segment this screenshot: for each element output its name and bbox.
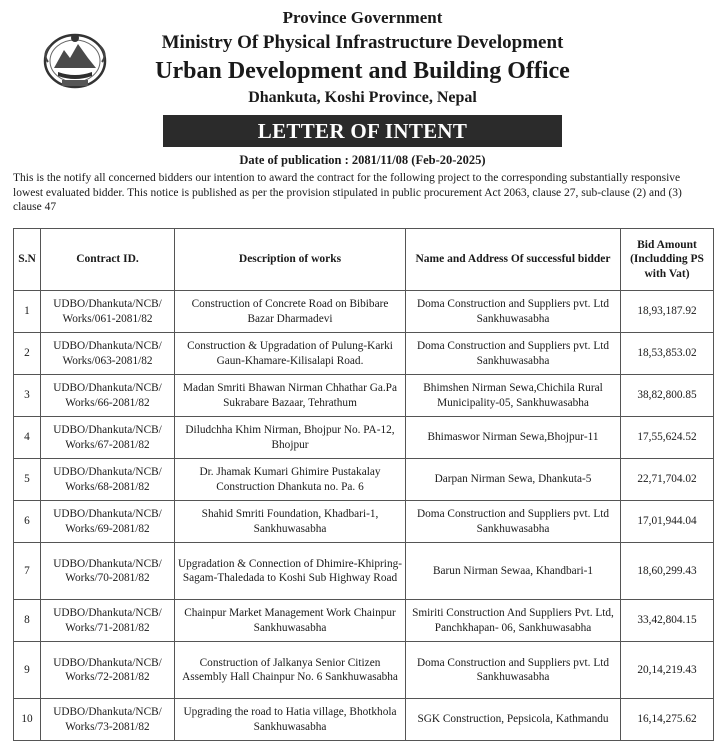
cell-bidder: Doma Construction and Suppliers pvt. Ltd Sankhuwasabha (406, 333, 621, 375)
table-row (14, 600, 714, 642)
ministry-heading: Ministry Of Physical Infrastructure Development (161, 32, 564, 53)
cell-bid-amount: 33,42,804.15 (621, 600, 714, 642)
cell-bidder: Bhimshen Nirman Sewa,Chichila Rural Municipality-05, Sankhuwasabha (406, 375, 621, 417)
cell-contract-id: UDBO/Dhankuta/NCB/ Works/061-2081/82 (41, 291, 175, 333)
cell-sn: 5 (14, 459, 41, 501)
header-bidder: Name and Address Of successful bidder (406, 229, 621, 291)
document-header (0, 0, 725, 150)
cell-description: Construction & Upgradation of Pulung-Karki Gaun-Khamare-Kilisalapi Road. (175, 333, 406, 375)
header-contract-id: Contract ID. (41, 229, 175, 291)
cell-sn: 2 (14, 333, 41, 375)
cell-contract-id: UDBO/Dhankuta/NCB/ Works/66-2081/82 (41, 375, 175, 417)
cell-bid-amount: 18,53,853.02 (621, 333, 714, 375)
letter-of-intent-banner: LETTER OF INTENT (163, 115, 562, 147)
cell-contract-id: UDBO/Dhankuta/NCB/ Works/69-2081/82 (41, 501, 175, 543)
cell-bidder: Smiriti Construction And Suppliers Pvt. Ltd, Panchkhapan- 06, Sankhuwasabha (406, 600, 621, 642)
cell-contract-id: UDBO/Dhankuta/NCB/ Works/70-2081/82 (41, 543, 175, 600)
cell-description: Construction of Concrete Road on Bibibare Bazar Dharmadevi (175, 291, 406, 333)
header-description: Description of works (175, 229, 406, 291)
cell-sn: 6 (14, 501, 41, 543)
cell-contract-id: UDBO/Dhankuta/NCB/ Works/67-2081/82 (41, 417, 175, 459)
cell-bid-amount: 38,82,800.85 (621, 375, 714, 417)
table-row (14, 642, 714, 699)
cell-bidder: Darpan Nirman Sewa, Dhankuta-5 (406, 459, 621, 501)
table-row (14, 543, 714, 600)
table-row (14, 333, 714, 375)
publication-date: Date of publication : 2081/11/08 (Feb-20-2025) (239, 153, 486, 167)
cell-sn: 10 (14, 699, 41, 741)
cell-bid-amount: 18,60,299.43 (621, 543, 714, 600)
header-sn: S.N (14, 229, 41, 291)
table-row (14, 501, 714, 543)
office-address: Dhankuta, Koshi Province, Nepal (248, 89, 477, 106)
cell-bidder: Bhimaswor Nirman Sewa,Bhojpur-11 (406, 417, 621, 459)
cell-sn: 1 (14, 291, 41, 333)
cell-contract-id: UDBO/Dhankuta/NCB/ Works/71-2081/82 (41, 600, 175, 642)
cell-description: Upgrading the road to Hatia village, Bhotkhola Sankhuwasabha (175, 699, 406, 741)
cell-description: Diludchha Khim Nirman, Bhojpur No. PA-12, Bhojpur (175, 417, 406, 459)
cell-sn: 8 (14, 600, 41, 642)
table-row (14, 375, 714, 417)
cell-bid-amount: 17,55,624.52 (621, 417, 714, 459)
cell-contract-id: UDBO/Dhankuta/NCB/ Works/063-2081/82 (41, 333, 175, 375)
cell-bidder: Doma Construction and Suppliers pvt. Ltd Sankhuwasabha (406, 291, 621, 333)
table-row (14, 291, 714, 333)
province-government-heading: Province Government (282, 8, 443, 27)
cell-description: Upgradation & Connection of Dhimire-Khipring-Sagam-Thaledada to Koshi Sub Highway Road (175, 543, 406, 600)
cell-bidder: Doma Construction and Suppliers pvt. Ltd Sankhuwasabha (406, 501, 621, 543)
cell-bid-amount: 22,71,704.02 (621, 459, 714, 501)
table-row (14, 417, 714, 459)
cell-bidder: SGK Construction, Pepsicola, Kathmandu (406, 699, 621, 741)
table-row (14, 459, 714, 501)
notice-paragraph: This is the notify all concerned bidders our intention to award the contract for the following project to the corresponding substantially responsive lowest evaluated bidder. This notice is published as per the provision stipulated in public procurement Act 2063, clause 27, sub-clause (2) and (3) clause 47 (13, 172, 682, 213)
cell-description: Dr. Jhamak Kumari Ghimire Pustakalay Construction Dhankuta no. Pa. 6 (175, 459, 406, 501)
cell-description: Chainpur Market Management Work Chainpur Sankhuwasabha (175, 600, 406, 642)
cell-bid-amount: 18,93,187.92 (621, 291, 714, 333)
cell-contract-id: UDBO/Dhankuta/NCB/ Works/68-2081/82 (41, 459, 175, 501)
cell-sn: 4 (14, 417, 41, 459)
cell-bid-amount: 20,14,219.43 (621, 642, 714, 699)
cell-contract-id: UDBO/Dhankuta/NCB/ Works/72-2081/82 (41, 642, 175, 699)
table-header-row (14, 229, 714, 291)
header-bid-amount: Bid Amount (Includding PS with Vat) (621, 229, 714, 291)
cell-contract-id: UDBO/Dhankuta/NCB/ Works/73-2081/82 (41, 699, 175, 741)
office-heading: Urban Development and Building Office (155, 58, 570, 84)
cell-description: Construction of Jalkanya Senior Citizen Assembly Hall Chainpur No. 6 Sankhuwasabha (175, 642, 406, 699)
cell-sn: 3 (14, 375, 41, 417)
cell-bid-amount: 16,14,275.62 (621, 699, 714, 741)
cell-sn: 9 (14, 642, 41, 699)
cell-bid-amount: 17,01,944.04 (621, 501, 714, 543)
cell-bidder: Doma Construction and Suppliers pvt. Ltd Sankhuwasabha (406, 642, 621, 699)
cell-bidder: Barun Nirman Sewaa, Khandbari-1 (406, 543, 621, 600)
cell-description: Madan Smriti Bhawan Nirman Chhathar Ga.Pa Sukrabare Bazaar, Tehrathum (175, 375, 406, 417)
table-row (14, 699, 714, 741)
awards-table (13, 228, 714, 741)
cell-description: Shahid Smriti Foundation, Khadbari-1, Sankhuwasabha (175, 501, 406, 543)
cell-sn: 7 (14, 543, 41, 600)
